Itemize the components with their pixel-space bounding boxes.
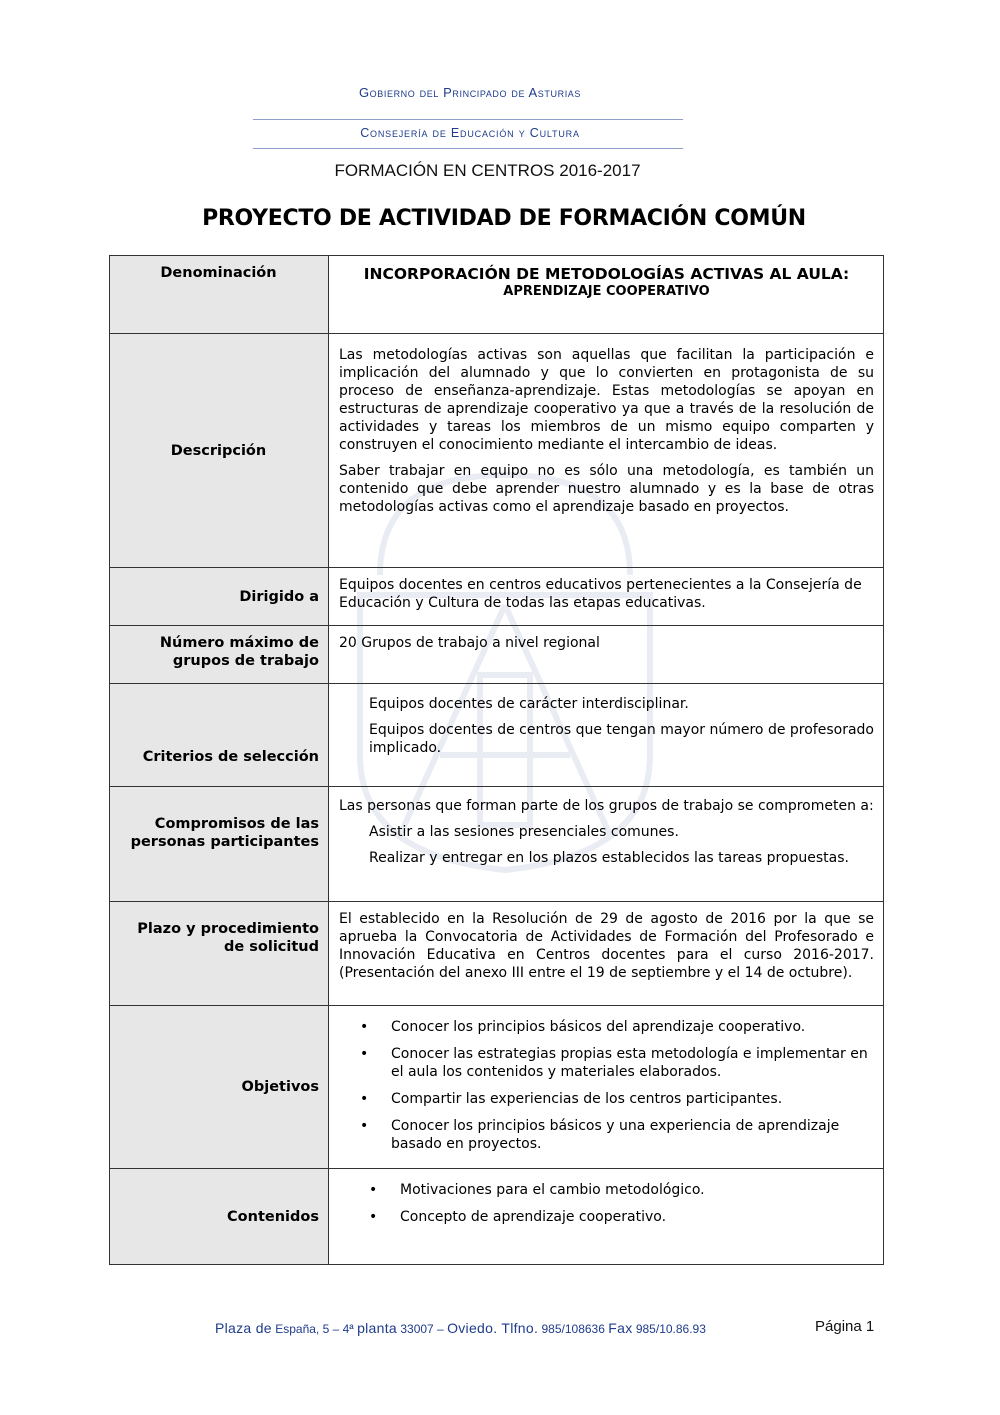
value-plazo: El establecido en la Resolución de 29 de agosto de 2016 por la que se aprueba la Convocatoria de Actividades de Formación del Profesorado e Innovación Educativa en Centros docentes para el curso 2016-2017. (Presentación del anexo III entre el 19 de septiembre y el 14 de octubre). xyxy=(329,902,884,1006)
objetivo-item: • Conocer los principios básicos y una experiencia de aprendizaje basado en proyectos. xyxy=(339,1117,874,1153)
program-title: FORMACIÓN EN CENTROS 2016-2017 xyxy=(334,161,641,180)
row-objetivos xyxy=(110,1006,884,1169)
footer-address-part: Plaza de xyxy=(215,1320,272,1336)
value-contenidos xyxy=(329,1169,884,1265)
denominacion-line1: INCORPORACIÓN DE METODOLOGÍAS ACTIVAS AL AULA: xyxy=(363,265,850,283)
footer-address-part: España, 5 – 4ª xyxy=(271,1322,358,1336)
label-contenidos: Contenidos xyxy=(110,1169,329,1265)
label-plazo: Plazo y procedimiento de solicitud xyxy=(110,902,329,1006)
objetivo-item: • Conocer las estrategias propias esta metodología e implementar en el aula los contenidos y materiales elaborados. xyxy=(339,1045,874,1081)
label-descripcion: Descripción xyxy=(110,334,329,568)
compromiso-item: Realizar y entregar en los plazos establecidos las tareas propuestas. xyxy=(369,850,849,866)
objetivo-item: • Compartir las experiencias de los centros participantes. xyxy=(339,1090,874,1108)
value-denominacion xyxy=(329,256,884,334)
footer-address-part: Oviedo. Tlfno. xyxy=(447,1320,539,1336)
row-denominacion xyxy=(110,256,884,334)
value-dirigido: Equipos docentes en centros educativos pertenecientes a la Consejería de Educación y Cultura de todas las etapas educativas. xyxy=(329,568,884,626)
value-numero-grupos: 20 Grupos de trabajo a nivel regional xyxy=(329,626,884,684)
header-divider-top xyxy=(253,119,683,120)
value-objetivos xyxy=(329,1006,884,1169)
label-dirigido: Dirigido a xyxy=(110,568,329,626)
value-descripcion xyxy=(329,334,884,568)
header-divider-bottom xyxy=(253,148,683,149)
row-dirigido xyxy=(110,568,884,626)
government-header: Gobierno del Principado de Asturias xyxy=(358,85,582,100)
label-criterios: Criterios de selección xyxy=(110,684,329,787)
footer-address-part: Fax xyxy=(608,1320,633,1336)
value-criterios xyxy=(329,684,884,787)
criterio-item: Equipos docentes de centros que tengan mayor número de profesorado implicado. xyxy=(369,722,874,756)
row-descripcion xyxy=(110,334,884,568)
contenido-item: • Motivaciones para el cambio metodológico. xyxy=(339,1181,874,1199)
label-objetivos: Objetivos xyxy=(110,1006,329,1169)
row-compromisos xyxy=(110,787,884,902)
value-compromisos xyxy=(329,787,884,902)
consejeria-header: Consejería de Educación y Cultura xyxy=(360,126,580,140)
row-contenidos xyxy=(110,1169,884,1265)
objetivo-item: • Conocer los principios básicos del aprendizaje cooperativo. xyxy=(339,1018,874,1036)
activity-form-table xyxy=(109,255,884,1265)
row-numero-grupos xyxy=(110,626,884,684)
row-criterios xyxy=(110,684,884,787)
label-compromisos: Compromisos de las personas participantes xyxy=(110,787,329,902)
compromisos-intro: Las personas que forman parte de los grupos de trabajo se comprometen a: xyxy=(339,798,874,814)
descripcion-paragraph: Saber trabajar en equipo no es sólo una metodología, es también un contenido que debe aprender nuestro alumnado y es la base de otras metodologías activas como el aprendizaje basado en proyectos. xyxy=(339,463,874,515)
label-numero-grupos: Número máximo de grupos de trabajo xyxy=(110,626,329,684)
objetivos-list xyxy=(339,1018,874,1153)
descripcion-paragraph: Las metodologías activas son aquellas que facilitan la participación e implicación del alumnado y que lo convierten en protagonista de su proceso de enseñanza-aprendizaje. Estas metodologías se apoyan en estructuras de aprendizaje cooperativo ya que a través de la resolución de actividades y tareas los miembros de un mismo equipo comparten y construyen el conocimiento mediante el intercambio de ideas. xyxy=(339,347,874,453)
contenido-item: • Concepto de aprendizaje cooperativo. xyxy=(339,1208,874,1226)
footer-address-part: planta xyxy=(357,1320,398,1336)
criterio-item: Equipos docentes de carácter interdisciplinar. xyxy=(369,696,689,712)
label-denominacion: Denominación xyxy=(110,256,329,334)
footer-address xyxy=(215,1320,706,1336)
document-title: PROYECTO DE ACTIVIDAD DE FORMACIÓN COMÚN xyxy=(202,206,806,231)
denominacion-line2: APRENDIZAJE COOPERATIVO xyxy=(503,284,710,299)
row-plazo xyxy=(110,902,884,1006)
footer-address-part: 33007 – xyxy=(397,1322,448,1336)
footer-address-part: 985/108636 xyxy=(538,1322,609,1336)
page-number: Página 1 xyxy=(815,1318,875,1335)
footer-address-part: 985/10.86.93 xyxy=(632,1322,706,1336)
compromiso-item: Asistir a las sesiones presenciales comunes. xyxy=(369,824,679,840)
contenidos-list xyxy=(339,1181,874,1226)
